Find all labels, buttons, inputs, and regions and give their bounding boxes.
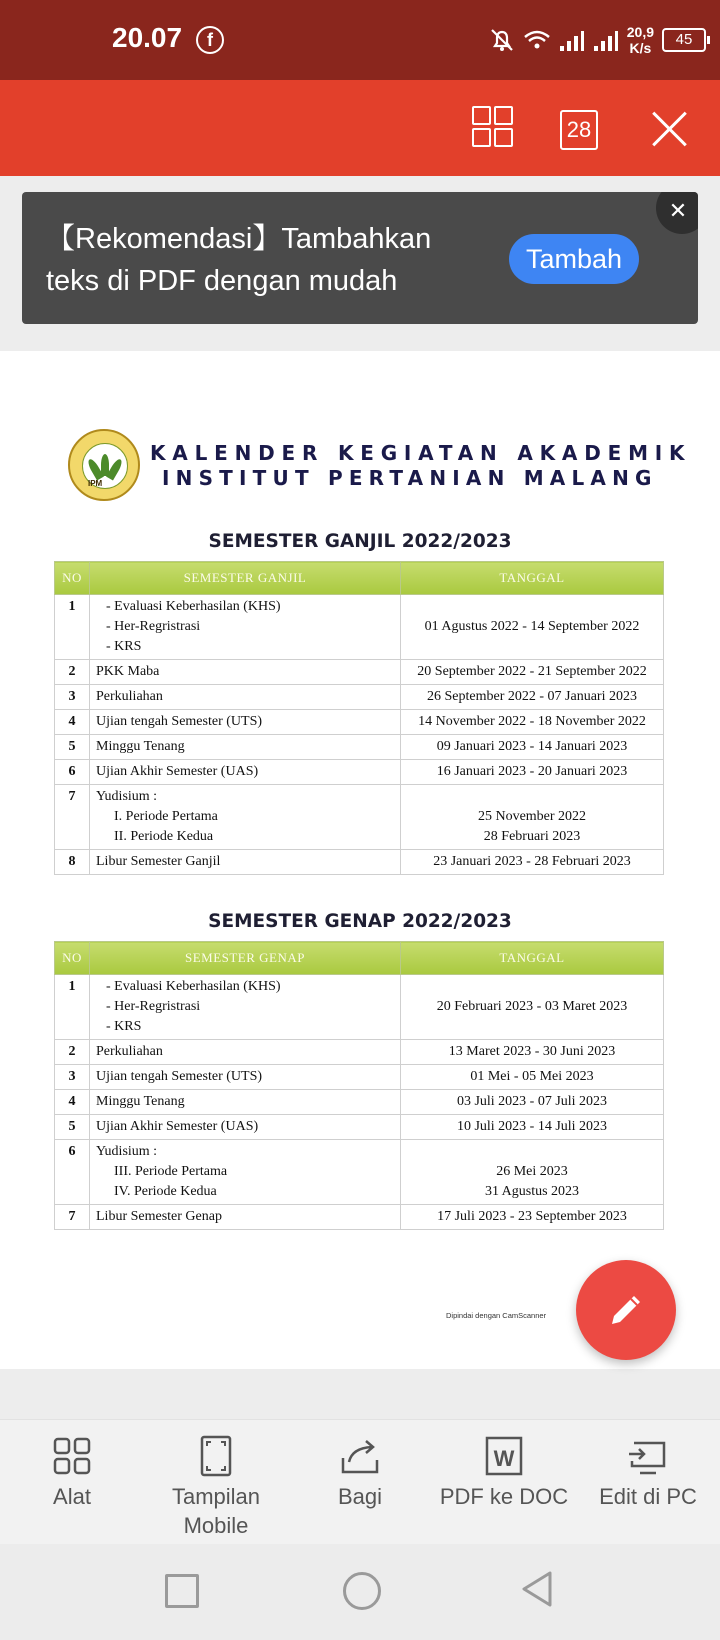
table-row <box>55 1065 664 1090</box>
table-row <box>55 1205 664 1230</box>
activity-cell: Ujian Akhir Semester (UAS) <box>90 1115 401 1140</box>
activity-cell: Ujian tengah Semester (UTS) <box>90 710 401 735</box>
table-row <box>55 735 664 760</box>
pdf-to-doc-button[interactable] <box>434 1434 574 1511</box>
col-header-no: NO <box>55 562 90 595</box>
share-button[interactable] <box>290 1434 430 1511</box>
col-header-date: TANGGAL <box>401 562 664 595</box>
date-cell: 01 Agustus 2022 - 14 September 2022 <box>401 595 664 660</box>
period-date: 25 November 2022 <box>477 809 587 824</box>
table-row <box>55 1140 664 1205</box>
date-cell: 01 Mei - 05 Mei 2023 <box>401 1065 664 1090</box>
period-item: III. Periode Pertama <box>114 1164 228 1179</box>
activity-sub-item: - Her-Regristrasi <box>106 617 394 637</box>
activity-cell: PKK Maba <box>90 660 401 685</box>
heading-line-2: INSTITUT PERTANIAN MALANG <box>162 466 658 490</box>
network-speed-unit: K/s <box>629 40 652 56</box>
heading-line-1: KALENDER KEGIATAN AKADEMIK <box>150 441 692 465</box>
promo-banner <box>22 192 698 324</box>
ganjil-table <box>54 561 664 875</box>
table-row <box>55 785 664 850</box>
period-date: 28 Februari 2023 <box>483 829 581 844</box>
activity-cell: Ujian tengah Semester (UTS) <box>90 1065 401 1090</box>
period-item: II. Periode Kedua <box>114 829 214 844</box>
row-number: 5 <box>55 735 90 760</box>
date-cell: 20 Februari 2023 - 03 Maret 2023 <box>401 975 664 1040</box>
share-icon <box>338 1434 382 1478</box>
page-count-button[interactable]: 28 <box>560 110 598 150</box>
period-date: 26 Mei 2023 <box>496 1164 568 1179</box>
logo-text: IPM <box>88 479 103 488</box>
scanner-watermark: Dipindai dengan CamScanner <box>446 1311 547 1320</box>
table-row <box>55 710 664 735</box>
date-cell <box>401 1140 664 1205</box>
edit-on-pc-icon <box>626 1434 670 1478</box>
date-cell: 09 Januari 2023 - 14 Januari 2023 <box>401 735 664 760</box>
status-icons <box>489 18 706 62</box>
row-number: 6 <box>55 1140 90 1205</box>
row-number: 5 <box>55 1115 90 1140</box>
activity-cell: Libur Semester Genap <box>90 1205 401 1230</box>
date-cell: 13 Maret 2023 - 30 Juni 2023 <box>401 1040 664 1065</box>
promo-text: 【Rekomendasi】Tambahkan teks di PDF dengan mudah <box>46 223 432 297</box>
mobile-view-icon <box>194 1434 238 1478</box>
status-bar <box>0 0 720 80</box>
mobile-view-button[interactable] <box>146 1434 286 1540</box>
table-row <box>55 850 664 875</box>
activity-sub-item: - Her-Regristrasi <box>106 997 394 1017</box>
status-time: 20.07 <box>112 22 183 53</box>
activity-cell: Minggu Tenang <box>90 735 401 760</box>
thumbnail-grid-icon[interactable] <box>472 106 516 150</box>
date-cell: 14 November 2022 - 18 November 2022 <box>401 710 664 735</box>
date-cell: 16 Januari 2023 - 20 Januari 2023 <box>401 760 664 785</box>
activity-label: Yudisium : <box>96 789 158 804</box>
row-number: 2 <box>55 1040 90 1065</box>
edit-on-pc-button[interactable] <box>578 1434 718 1511</box>
pencil-icon <box>604 1288 648 1332</box>
ipm-logo <box>68 429 140 501</box>
activity-cell: Perkuliahan <box>90 685 401 710</box>
genap-title: SEMESTER GENAP 2022/2023 <box>208 911 512 932</box>
table-row <box>55 1040 664 1065</box>
close-icon[interactable] <box>648 106 692 150</box>
date-cell: 10 Juli 2023 - 14 Juli 2023 <box>401 1115 664 1140</box>
activity-sub-item: - Evaluasi Keberhasilan (KHS) <box>106 597 394 617</box>
row-number: 4 <box>55 1090 90 1115</box>
viewer-toolbar <box>0 80 720 176</box>
wifi-icon <box>523 28 551 52</box>
word-doc-icon <box>482 1434 526 1478</box>
col-header-no: NO <box>55 942 90 975</box>
row-number: 1 <box>55 595 90 660</box>
row-number: 3 <box>55 685 90 710</box>
table-row <box>55 595 664 660</box>
ganjil-title: SEMESTER GANJIL 2022/2023 <box>208 531 512 552</box>
row-number: 2 <box>55 660 90 685</box>
pdf-to-doc-label: PDF ke DOC <box>439 1484 569 1509</box>
col-header-date: TANGGAL <box>401 942 664 975</box>
date-cell: 03 Juli 2023 - 07 Juli 2023 <box>401 1090 664 1115</box>
col-header-activity: SEMESTER GANJIL <box>90 562 401 595</box>
share-label: Bagi <box>337 1484 383 1509</box>
table-row <box>55 1090 664 1115</box>
table-row <box>55 760 664 785</box>
system-nav-bar <box>0 1544 720 1640</box>
activity-label: Yudisium : <box>96 1144 158 1159</box>
notifications-muted-icon <box>489 27 515 53</box>
table-row <box>55 1115 664 1140</box>
activity-cell <box>90 595 401 660</box>
activity-cell <box>90 975 401 1040</box>
tools-grid-icon <box>50 1434 94 1478</box>
table-row <box>55 685 664 710</box>
edit-on-pc-label: Edit di PC <box>599 1484 697 1509</box>
tools-button[interactable] <box>2 1434 142 1511</box>
period-item: I. Periode Pertama <box>114 809 218 824</box>
facebook-notification-icon: f <box>196 26 224 54</box>
home-circle-icon[interactable] <box>343 1572 381 1610</box>
date-cell: 17 Juli 2023 - 23 September 2023 <box>401 1205 664 1230</box>
row-number: 3 <box>55 1065 90 1090</box>
date-cell: 23 Januari 2023 - 28 Februari 2023 <box>401 850 664 875</box>
activity-cell <box>90 1140 401 1205</box>
tools-label: Alat <box>53 1484 91 1509</box>
battery-icon: 45 <box>662 28 706 52</box>
activity-cell: Perkuliahan <box>90 1040 401 1065</box>
activity-cell <box>90 785 401 850</box>
date-cell: 20 September 2022 - 21 September 2022 <box>401 660 664 685</box>
document-heading <box>150 441 691 491</box>
activity-sub-item: - Evaluasi Keberhasilan (KHS) <box>106 977 394 997</box>
edit-fab-button[interactable] <box>576 1260 676 1360</box>
period-item: IV. Periode Kedua <box>114 1184 217 1199</box>
row-number: 7 <box>55 785 90 850</box>
promo-close-icon[interactable]: ✕ <box>656 192 698 234</box>
mobile-view-label: Tampilan Mobile <box>171 1484 261 1538</box>
activity-cell: Minggu Tenang <box>90 1090 401 1115</box>
signal-2-icon <box>593 28 619 52</box>
promo-add-button[interactable]: Tambah <box>509 234 639 284</box>
network-speed-value: 20,9 <box>626 24 654 40</box>
row-number: 7 <box>55 1205 90 1230</box>
row-number: 1 <box>55 975 90 1040</box>
genap-table <box>54 941 664 1230</box>
activity-sub-item: - KRS <box>106 637 394 657</box>
back-triangle-icon[interactable] <box>520 1570 554 1608</box>
signal-1-icon <box>559 28 585 52</box>
period-date: 31 Agustus 2023 <box>484 1184 580 1199</box>
activity-sub-item: - KRS <box>106 1017 394 1037</box>
table-row <box>55 660 664 685</box>
activity-cell: Ujian Akhir Semester (UAS) <box>90 760 401 785</box>
date-cell: 26 September 2022 - 07 Januari 2023 <box>401 685 664 710</box>
bottom-action-bar <box>0 1419 720 1545</box>
svg-text:W: W <box>493 1446 515 1471</box>
pdf-page <box>0 351 720 1369</box>
row-number: 6 <box>55 760 90 785</box>
network-speed <box>627 24 654 56</box>
row-number: 4 <box>55 710 90 735</box>
table-row <box>55 975 664 1040</box>
date-cell <box>401 785 664 850</box>
recents-square-icon[interactable] <box>165 1574 199 1608</box>
col-header-activity: SEMESTER GENAP <box>90 942 401 975</box>
activity-cell: Libur Semester Ganjil <box>90 850 401 875</box>
row-number: 8 <box>55 850 90 875</box>
